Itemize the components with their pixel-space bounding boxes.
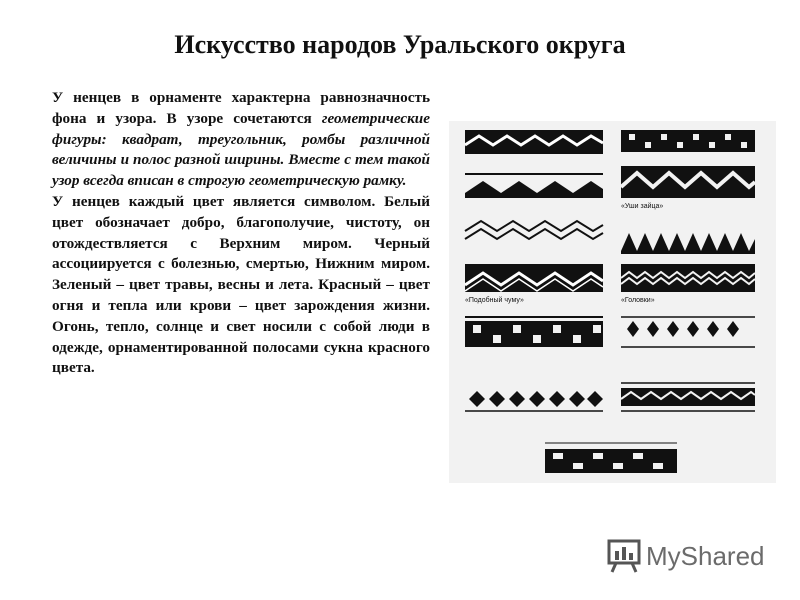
ornament-zigzag-lines [465, 221, 603, 239]
description-text [52, 88, 430, 379]
paragraph-ornament-italic: геометрические фигуры: квадрат, треугольник, ромбы различной величины и полос разной ширины. Вместе с тем такой узор всегда вписан в строгую геометрическую рамку. [52, 109, 430, 190]
ornament-checker-band [465, 317, 603, 347]
ornament-zigzag-band [465, 130, 603, 154]
caption-hare-ears: «Уши зайца» [621, 203, 664, 210]
paragraph-ornament [52, 88, 430, 192]
ornament-hare-ears [621, 166, 755, 198]
ornament-bottom-band [545, 443, 677, 473]
ornament-triangles [465, 174, 603, 198]
ornament-illustration [449, 121, 776, 483]
ornament-right-checker [621, 130, 755, 152]
logo-text: MyShared [646, 541, 765, 571]
caption-chum: «Подобный чуму» [465, 297, 524, 304]
ornament-right-band [621, 383, 755, 411]
ornament-right-diamonds [621, 317, 755, 347]
ornament-stepped [621, 233, 755, 254]
paragraph-colors: У ненцев каждый цвет является символом. Белый цвет обозначает добро, благополучие, чистоту, он отождествляется с Верхним миром. Черный ассоциируется с болезнью, смертью, Нижним миром. Зеленый – цвет травы, весны и лета. Красный – цвет огня и тепла или крови – цвет зарождения жизни. Огонь, тепло, солнце и свет носили с собой люди в одежде, орнаментированной полосами сукна красного цвета. [52, 192, 430, 377]
paragraph-ornament-intro: У ненцев в орнаменте характерна равнозначность фона и узора. В узоре сочетаются [52, 89, 430, 127]
ornament-chum-band [465, 264, 603, 292]
caption-heads: «Головки» [621, 297, 655, 304]
page-title: Искусство народов Уральского округа [174, 30, 626, 59]
presentation-board-icon [606, 538, 644, 574]
ornament-diamonds [465, 391, 603, 411]
ornament-heads [621, 264, 755, 292]
